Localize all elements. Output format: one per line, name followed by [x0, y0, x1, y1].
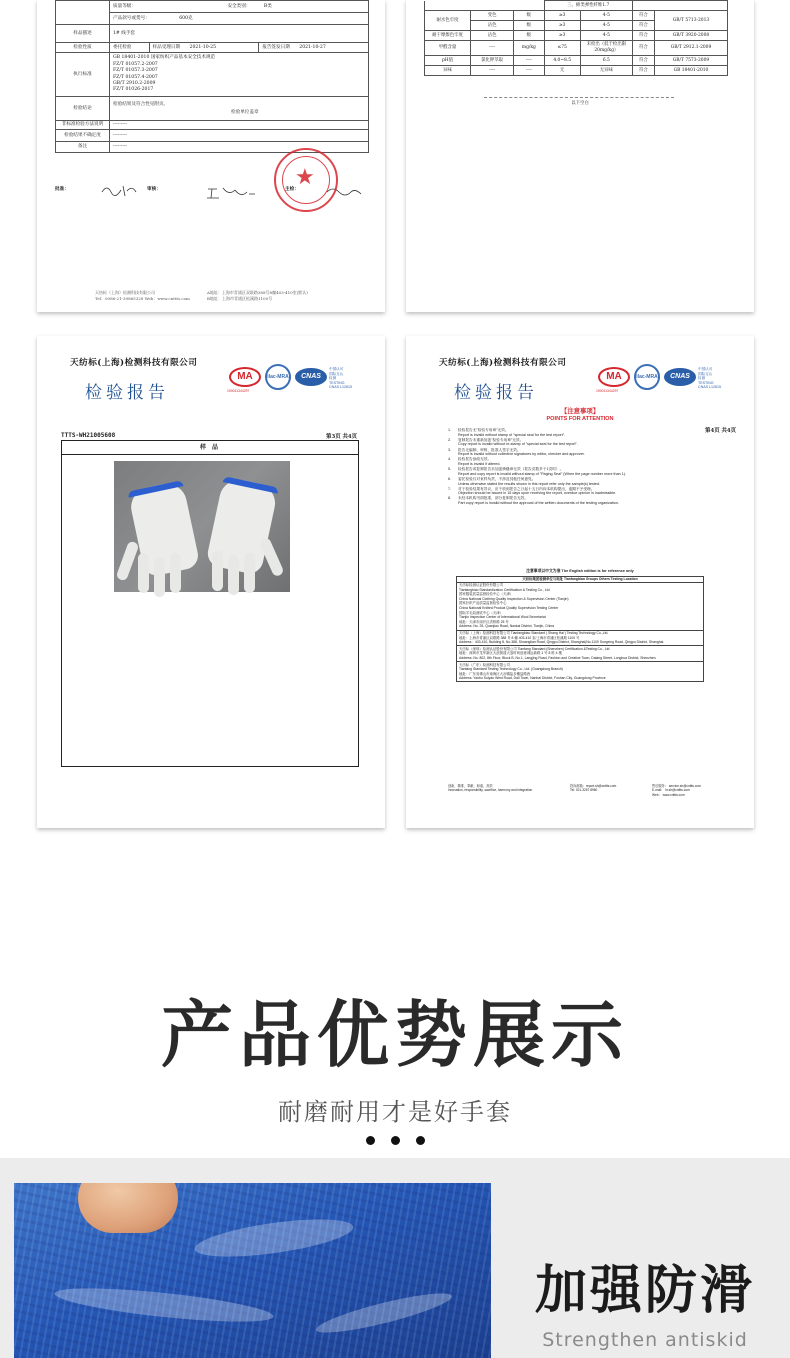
- note-number: 1.: [448, 428, 452, 432]
- company-name: 天纺标(上海)检测科技有限公司: [439, 358, 567, 368]
- glove-finger: [228, 555, 239, 595]
- footer-col-right: [652, 784, 701, 797]
- dot-icon: [366, 1136, 375, 1145]
- result-req: ≥3: [544, 31, 580, 41]
- list-item: [448, 467, 708, 476]
- list-item: [448, 438, 708, 447]
- location-line: Address: No. 25, Quanjiao Road, Nankai District, Tianjin, China: [459, 624, 554, 629]
- ilac-logo-icon: ilac-MRA: [265, 364, 291, 390]
- location-line: Tianfang Standard Testing Technology Co., Ltd. (Guangdong Branch): [459, 667, 563, 672]
- cnas-line: 检测: [698, 376, 706, 381]
- glove-finger: [244, 553, 255, 593]
- note-en: Report is invalid without collective signatures by editor, checker and approver.: [458, 452, 585, 457]
- attention-notes: [448, 428, 708, 506]
- glove-cuff: [127, 480, 183, 498]
- stamp-line: 检验单位盖章: [231, 109, 259, 115]
- footer-line: Tel: 021-3257 8960: [570, 788, 598, 793]
- result-req: ≥3: [544, 11, 580, 21]
- footer-line: Innovation, responsibility, sacrifice, harmony and integration: [448, 788, 533, 793]
- result-verdict: 符合: [632, 41, 654, 56]
- safety-class-label: 安全类别：: [227, 3, 251, 9]
- glove-closeup-photo: [14, 1183, 491, 1358]
- sample-desc-label: 样品描述: [56, 25, 110, 43]
- report-title: 检验报告: [85, 383, 169, 403]
- result-method: GB/T 7573-2009: [654, 56, 727, 66]
- list-item: [448, 477, 708, 486]
- main-label: 主检：: [285, 187, 299, 192]
- result-verdict: 符合: [632, 66, 654, 76]
- glove-finger: [154, 557, 165, 597]
- note-number: 2.: [448, 437, 452, 442]
- result-item: 耐干摩擦色牢度: [425, 31, 471, 41]
- cnas-line: 国际互认: [329, 371, 344, 376]
- note-cn: 复制报告未重新加盖"检验专用章"无效。: [458, 437, 524, 442]
- cma-logo-icon: MA: [229, 367, 261, 387]
- blank-below-note: 以下空白: [571, 101, 589, 106]
- standard-line: FZ/T 01057.3-2007: [113, 68, 158, 74]
- glove-finger: [212, 551, 223, 591]
- result-method: GB 18401-2010: [654, 66, 727, 76]
- glove-highlight: [193, 1212, 356, 1264]
- report-page-sample: [37, 336, 385, 828]
- result-method: GB/T 2912.1-2009: [654, 41, 727, 56]
- note-en: Unless otherwise stated the results shown in this report refer only the sample(s) tested.: [458, 481, 601, 486]
- result-sub: 氯化钾萃取: [471, 56, 514, 66]
- form-cell: [149, 43, 259, 53]
- note-number: 8.: [448, 496, 452, 501]
- location-line: Tianfangbiao Standardization Certification & Testing Co., Ltd: [459, 587, 550, 592]
- result-verdict: 符合: [632, 31, 654, 41]
- location-line: 地址：广东省佛山市南海区大沥镇盐步穗盐路西: [459, 671, 531, 676]
- cma-number: 190011344297: [227, 389, 250, 393]
- remarks-value: ---------: [110, 142, 369, 153]
- glove-finger: [138, 553, 149, 593]
- note-cn: 委托检验仅对来样负责，不涉及其他任何意见。: [458, 476, 536, 481]
- standard-list: [110, 53, 369, 97]
- result-unit: ----: [514, 56, 544, 66]
- report-form-table: [55, 0, 369, 153]
- section-subtitle: 耐磨耐用才是好手套: [278, 1098, 512, 1126]
- section-title: 产品优势展示: [160, 993, 629, 1077]
- location-line: Tianjin Inspection Center of International Wool Secretariat: [459, 615, 546, 620]
- footer-address-a: A地址：上海市青浦区双联路388号8幢403-410室(默认): [207, 290, 308, 295]
- location-line: Address: Yanbu Suiyan West Road, Dali Town, Nanhai District, Foshan City, Guangdong Province: [459, 676, 606, 681]
- result-note: 三、棉类弹性纤维1.7: [544, 1, 632, 11]
- table-row: [425, 31, 728, 41]
- result-value: 4-5: [580, 11, 632, 21]
- locations-table: [456, 576, 704, 682]
- star-icon: ★: [295, 165, 315, 190]
- nonstandard-label: 非标准检验方法说明: [56, 121, 110, 130]
- company-name: 天纺标(上海)检测科技有限公司: [70, 358, 198, 368]
- result-value: 6.5: [580, 56, 632, 66]
- location-line: 地址：天津市南开区洪桥路 25 号: [459, 619, 509, 624]
- locations-header: 天纺标集团检测单位与地址 Tianfangbiao Groups Others Testing Location: [457, 577, 703, 583]
- result-item: 甲醛含量: [425, 41, 471, 56]
- standard-line: FZ/T 01057.2-2007: [113, 61, 158, 67]
- feature-title: 加强防滑: [534, 1261, 755, 1321]
- result-cell: [425, 1, 545, 11]
- cnas-logo-icon: CNAS: [295, 368, 327, 386]
- result-item: 耐水色牢度: [425, 11, 471, 31]
- note-en: Report is invalid if altered.: [458, 461, 501, 466]
- form-cell: [259, 43, 369, 53]
- sample-header: 样 品: [62, 441, 358, 455]
- list-item: [448, 428, 708, 437]
- quality-grade-label: 质量等级：: [113, 3, 136, 9]
- cnas-line: 中国认可: [698, 367, 713, 371]
- result-cell: [632, 1, 727, 11]
- list-item: [448, 448, 708, 457]
- standard-line: GB/T 2910.2-2009: [113, 80, 156, 86]
- list-item: [448, 457, 708, 466]
- table-row: [425, 56, 728, 66]
- test-type-value: 委托检验: [113, 44, 132, 50]
- cma-number: 190011344297: [596, 389, 619, 393]
- note-cn: 报告无编制、审核、批准人签字无效。: [458, 447, 521, 452]
- location-line: 天纺标（广东）检测科技有限公司: [459, 662, 510, 667]
- issue-date-value: 2021-10-27: [299, 44, 326, 50]
- location-line: 地址：深圳市龙华新区大浪街道大浪时尚创意城远新路 1 号 8 栋 4 楼: [459, 651, 562, 656]
- standard-line: FZ/T 01026-2017: [113, 87, 154, 93]
- result-method: GB/T 5713-2013: [654, 11, 727, 31]
- result-value: 未检出（低于检出限20mg/kg）: [580, 41, 632, 56]
- result-unit: ----: [514, 66, 544, 76]
- ilac-logo-icon: ilac-MRA: [634, 364, 660, 390]
- location-entry: [457, 662, 703, 681]
- glove-cuff: [223, 476, 279, 494]
- glove-finger: [115, 540, 139, 581]
- form-cell: [110, 43, 150, 53]
- result-req: 4.0~8.5: [544, 56, 580, 66]
- location-line: 国家服装质量监督检验中心（天津）: [459, 592, 514, 597]
- dots-decoration: [0, 1136, 790, 1145]
- attention-title-en: POINTS FOR ATTENTION: [546, 416, 614, 422]
- cnas-line: CNAS L12815: [329, 385, 352, 390]
- result-sub: 变色: [471, 11, 514, 21]
- footer-address-b: B地址：上海市青浦区松溪路1100号: [207, 296, 273, 301]
- cnas-line: 检测: [329, 376, 337, 381]
- location-entry: [457, 646, 703, 662]
- receive-date-value: 2021-10-25: [189, 44, 217, 50]
- note-en: Report and copy report is invalid without stamp of "Paging Seal" (When the page number more than 1).: [458, 471, 627, 476]
- page-number: 第3页 共4页: [326, 434, 357, 440]
- location-line: China National Knitted Product Quality Supervision Testing Center: [459, 606, 559, 611]
- form-cell: [110, 13, 369, 25]
- table-row: [425, 11, 728, 21]
- note-cn: 检验报告无"检验专用章"无效。: [458, 428, 509, 432]
- feature-subtitle: Strengthen antiskid: [542, 1329, 748, 1351]
- footer-line: 售后服务： service.sh@cnttts.com: [652, 784, 701, 788]
- location-line: 国家针织产品质量监督检验中心: [459, 601, 507, 606]
- approve-label: 批准：: [55, 187, 69, 192]
- certification-logos: [229, 364, 379, 398]
- report-title: 检验报告: [454, 383, 538, 403]
- footer-col-left: [448, 784, 532, 793]
- footer-line: 创新，精准，奉献，和谐，高效: [448, 784, 493, 788]
- nonstandard-value: ---------: [110, 121, 369, 130]
- report-page-form: [37, 0, 385, 312]
- note-en: Report is invalid without stamp of "special seal for the test report".: [458, 432, 566, 437]
- result-value: 4-5: [580, 31, 632, 41]
- note-en: Copy report is invalid without re-stamp of "special seal for the test report".: [458, 442, 578, 447]
- cnas-line: TESTING: [698, 380, 714, 385]
- result-verdict: 符合: [632, 11, 654, 21]
- standard-line: FZ/T 01057.4-2007: [113, 74, 158, 80]
- location-line: 天纺标（上海）检测科技有限公司 Tianfangbiao Standard ( Shang Hai ) Testing Technology Co.,Ltd.: [459, 631, 609, 636]
- cnas-logo-icon: CNAS: [664, 368, 696, 386]
- result-method: GB/T 3920-2008: [654, 31, 727, 41]
- note-cn: 检验报告涂改无效。: [458, 457, 492, 462]
- result-item: 异味: [425, 66, 471, 76]
- footer-contact: Tel：0086-21-39865328 Web：www.cnttts.com: [95, 296, 190, 301]
- cnas-line: 国际互认: [698, 371, 713, 376]
- location-entry: [457, 631, 703, 647]
- footer-company: 天纺标（上海）检测科技有限公司: [95, 290, 155, 295]
- result-unit: 级: [514, 11, 544, 21]
- location-line: 天纺标检测认证股份有限公司: [459, 583, 504, 588]
- issue-date-label: 报告签发日期: [262, 44, 290, 50]
- sample-photo: [114, 461, 290, 592]
- style-number-value: 600克: [179, 15, 193, 21]
- note-number: 5.: [448, 467, 452, 472]
- result-value: 4-5: [580, 21, 632, 31]
- footer-col-mid: [570, 784, 616, 793]
- report-number: TTTS-WH21005608: [61, 432, 116, 439]
- location-line: 天纺标（深圳）检测认证股份有限公司 Tianfang Standard (Shenzhen) Certification &Testing Co., Ltd: [459, 646, 610, 651]
- note-cn: 检验报告或复制报告未加盖骑缝章无效（报告页数多于1页时）。: [458, 467, 564, 472]
- english-edition-note: 注意事项以中文为准 The English edition is for reference only: [526, 569, 634, 573]
- footer-line: E-mail： hr.sh@cnttts.com: [652, 788, 690, 793]
- result-item: pH值: [425, 56, 471, 66]
- sample-desc-value: 1# 线手套: [110, 25, 369, 43]
- list-item: [448, 496, 708, 505]
- result-verdict: 符合: [632, 21, 654, 31]
- note-number: 4.: [448, 457, 452, 462]
- note-number: 6.: [448, 476, 452, 481]
- certification-logos: [598, 364, 748, 398]
- hand-image: [78, 1183, 178, 1233]
- note-cn: 对于检验结果有异议，应于收到报告之日起十五日内向本机构提出，逾期不予受理。: [458, 486, 595, 491]
- note-en: Objection should be issued in 15 days upon receiving the report, overdue opinion is inadmissible.: [458, 491, 617, 496]
- dot-icon: [416, 1136, 425, 1145]
- official-seal: [274, 148, 338, 212]
- dot-icon: [391, 1136, 400, 1145]
- cnas-caption: [329, 367, 352, 390]
- glove-finger: [170, 553, 181, 593]
- form-cell: [110, 1, 369, 13]
- form-label-blank: [56, 1, 110, 25]
- result-sub: 沾色: [471, 31, 514, 41]
- footer-line: 投诉邮箱：report.sh@cnttts.com: [570, 784, 617, 788]
- result-unit: mg/kg: [514, 41, 544, 56]
- uncertainty-label: 检验结果不确定度: [56, 130, 110, 142]
- location-line: 地址：上海市青浦区双联路 388 号 8 幢 403-410 室/上海市青浦区松溪路 1100 号: [459, 635, 580, 640]
- sample-section: [61, 440, 359, 767]
- location-line: 国际羊毛局测试中心（天津）: [459, 610, 504, 615]
- footer-address: [207, 290, 385, 302]
- report-page-results: [406, 0, 754, 312]
- attention-title-cn: 【注意事项】: [560, 407, 600, 415]
- result-req: 无: [544, 66, 580, 76]
- note-number: 7.: [448, 486, 452, 491]
- cma-logo-icon: MA: [598, 367, 630, 387]
- cnas-caption: [698, 367, 721, 390]
- result-sub: ----: [471, 41, 514, 56]
- location-entry: [457, 583, 703, 631]
- standard-label: 执行标准: [56, 53, 110, 97]
- note-en: Part copy report is invalid without the approval of the written documents of the testing organization.: [458, 501, 619, 506]
- remarks-label: 备注: [56, 142, 110, 153]
- cnas-line: CNAS L12815: [698, 385, 721, 390]
- divider: [484, 97, 674, 98]
- result-value: 无异味: [580, 66, 632, 76]
- test-type-label: 检验性质: [56, 43, 110, 53]
- safety-class-value: B类: [263, 3, 272, 9]
- table-row: [425, 41, 728, 56]
- result-sub: 沾色: [471, 21, 514, 31]
- result-verdict: 符合: [632, 56, 654, 66]
- result-sub: ----: [471, 66, 514, 76]
- note-number: 3.: [448, 447, 452, 452]
- footer-line: Web： www.cnttts.com: [652, 792, 685, 797]
- page-footer: [95, 290, 308, 302]
- page-number: 第4页 共4页: [705, 428, 736, 434]
- standard-line: GB 18401-2010 国家纺织产品基本安全技术规范: [113, 55, 216, 61]
- conclusion-cell: [110, 97, 369, 121]
- signature-image: [99, 182, 139, 200]
- table-row: [425, 66, 728, 76]
- conclusion-label: 检验结论: [56, 97, 110, 121]
- signature-image: [205, 184, 257, 202]
- conclusion-value: 检验结果及符合性见附页。: [113, 101, 169, 107]
- location-line: Address: No. 802, 8th Floor, Block B, No.1, Langjing Road, Fashion and Creative Town, Dalang Street, Longhua District, Shenzhen.: [459, 656, 657, 660]
- cnas-line: TESTING: [329, 380, 345, 385]
- result-unit: 级: [514, 31, 544, 41]
- report-page-attention: [406, 336, 754, 828]
- glove-highlight: [314, 1286, 455, 1339]
- style-number-label: 产品款号或货号：: [113, 15, 150, 21]
- note-cn: 未经本机构书面批准，部分复制报告无效。: [458, 496, 529, 501]
- receive-date-label: 样品受理日期: [152, 44, 181, 50]
- result-unit: 级: [514, 21, 544, 31]
- location-line: Address：403-410, Building 8, No.388, Shuanglian Road, Qingpu District, Shanghai(No.1100 Songxing Road, Qingpu District, Shanghai.: [459, 640, 665, 645]
- results-table: [424, 0, 728, 76]
- list-item: [448, 487, 708, 496]
- cnas-line: 中国认可: [329, 367, 344, 371]
- result-req: ≥3: [544, 21, 580, 31]
- uncertainty-value: ---------: [110, 130, 369, 142]
- result-req: ≤75: [544, 41, 580, 56]
- review-label: 审核：: [147, 187, 161, 192]
- glove-highlight: [53, 1282, 274, 1329]
- location-line: China National Clothing Quality Inspection & Supervision Center (Tianjin): [459, 596, 569, 601]
